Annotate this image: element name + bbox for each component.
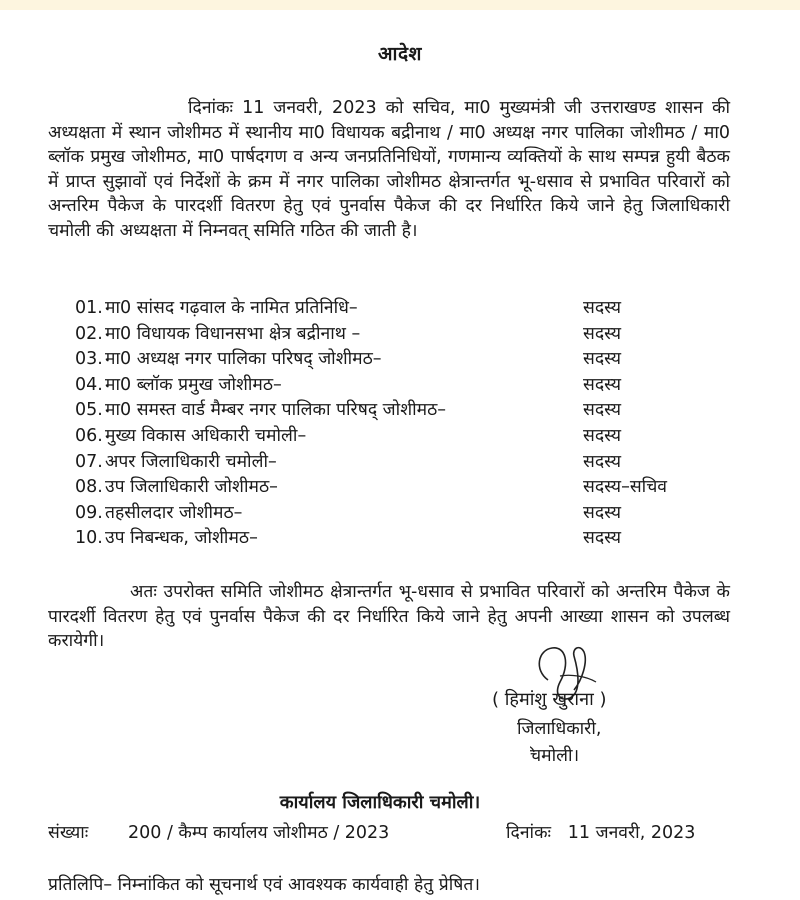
- member-role: सदस्य: [583, 349, 622, 370]
- member-number: 08.: [75, 477, 103, 498]
- date-label: दिनांकः: [506, 823, 552, 843]
- signatory-district: चमोली।: [530, 746, 580, 766]
- member-role: सदस्य: [583, 298, 622, 318]
- member-number: 09.: [75, 502, 103, 523]
- member-number: 06.: [75, 425, 103, 446]
- member-role: सदस्य–सचिव: [583, 477, 668, 498]
- member-row: [75, 296, 715, 322]
- member-row: [75, 424, 715, 450]
- reference-line: [48, 820, 768, 844]
- member-name: मा0 समस्त वार्ड मैम्बर नगर पालिका परिषद् जोशीमठ–: [105, 400, 447, 421]
- member-role: सदस्य: [583, 502, 622, 523]
- member-row: [75, 373, 715, 399]
- member-number: 07.: [75, 451, 103, 472]
- member-role: सदस्य: [583, 400, 622, 421]
- member-role: सदस्य: [583, 528, 622, 549]
- member-row: [75, 475, 715, 501]
- signatory-designation: जिलाधिकारी,: [517, 719, 602, 739]
- member-number: 03.: [75, 349, 103, 370]
- order-paragraph: दिनांकः 11 जनवरी, 2023 को सचिव, मा0 मुख्यमंत्री जी उत्तराखण्ड शासन की अध्यक्षता में स्थान जोशीमठ में स्थानीय मा0 विधायक बद्रीनाथ / मा0 अध्यक्ष नगर पालिका जोशीमठ / मा0 ब्लॉक प्रमुख जोशीमठ, मा0 पार्षदगण व अन्य जनप्रतिनिधियों, गणमान्य व्यक्तियों के साथ सम्पन्न हुयी बैठक में प्राप्त सुझावों एवं निर्देशों के क्रम में नगर पालिका जोशीमठ क्षेत्रान्तर्गत भू-धसाव से प्रभावित परिवारों को अन्तरिम पैकेज के पारदर्शी वितरण हेतु एवं पुनर्वास पैकेज की दर निर्धारित किये जाने हेतु जिलाधिकारी चमोली की अध्यक्षता में निम्नवत् समिति गठित की जाती है।: [48, 98, 730, 241]
- member-role: सदस्य: [583, 425, 622, 446]
- member-number: 10.: [75, 528, 103, 549]
- member-row: [75, 398, 715, 424]
- member-row: [75, 501, 715, 527]
- member-role: सदस्य: [583, 374, 622, 395]
- member-name: मा0 अध्यक्ष नगर पालिका परिषद् जोशीमठ–: [105, 349, 382, 370]
- member-row: [75, 322, 715, 348]
- member-row: [75, 450, 715, 476]
- committee-member-list: [75, 296, 715, 552]
- member-name: मुख्य विकास अधिकारी चमोली–: [105, 425, 307, 446]
- member-number: 02.: [75, 323, 103, 344]
- reference-number: 200 / कैम्प कार्यालय जोशीमठ / 2023: [128, 823, 390, 843]
- signatory-name: ( हिमांशु खुराना ): [492, 689, 607, 710]
- reference-date: 11 जनवरी, 2023: [567, 823, 696, 843]
- member-name: मा0 विधायक विधानसभा क्षेत्र बद्रीनाथ –: [105, 323, 361, 344]
- reference-label: संख्याः: [48, 823, 89, 843]
- member-number: 01.: [75, 298, 103, 318]
- member-number: 05.: [75, 400, 103, 421]
- document-title: आदेश: [378, 43, 422, 65]
- closing-paragraph: अतः उपरोक्त समिति जोशीमठ क्षेत्रान्तर्गत भू-धसाव से प्रभावित परिवारों को अन्तरिम पैकेज के पारदर्शी वितरण हेतु एवं पुनर्वास पैकेज की दर निर्धारित किये जाने हेतु अपनी आख्या शासन को उपलब्ध करायेगी।: [48, 582, 730, 651]
- member-role: सदस्य: [583, 323, 622, 344]
- member-name: उप जिलाधिकारी जोशीमठ–: [105, 477, 278, 498]
- member-row: [75, 347, 715, 373]
- office-heading: कार्यालय जिलाधिकारी चमोली।: [279, 792, 481, 813]
- top-margin-strip: [0, 0, 800, 10]
- member-number: 04.: [75, 374, 103, 395]
- member-name: अपर जिलाधिकारी चमोली–: [105, 451, 277, 472]
- copy-to-line: प्रतिलिपि– निम्नांकित को सूचनार्थ एवं आवश्यक कार्यवाही हेतु प्रेषित।: [48, 875, 481, 895]
- member-role: सदस्य: [583, 451, 622, 472]
- member-name: मा0 ब्लॉक प्रमुख जोशीमठ–: [105, 374, 282, 395]
- member-row: [75, 526, 715, 552]
- member-name: मा0 सांसद गढ़वाल के नामित प्रतिनिधि–: [105, 298, 358, 318]
- member-name: तहसीलदार जोशीमठ–: [105, 502, 243, 523]
- member-name: उप निबन्धक, जोशीमठ–: [105, 528, 258, 549]
